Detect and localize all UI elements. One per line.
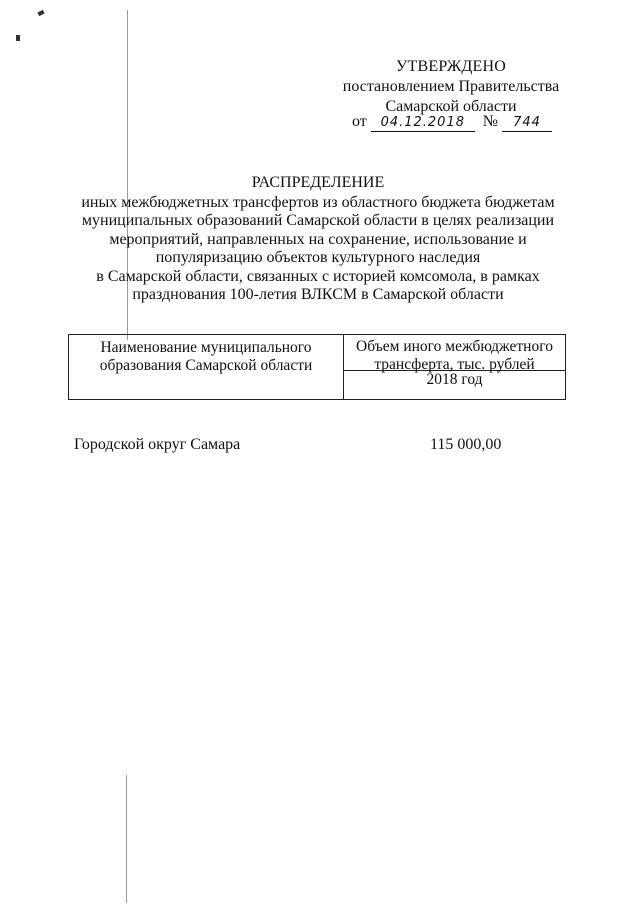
approval-line-1: постановлением Правительства — [342, 78, 560, 95]
column-header-amount: Объем иного межбюджетного трансферта, тыс. рублей — [344, 335, 565, 371]
number-prefix: № — [482, 113, 499, 130]
approval-line-2: Самарской области — [385, 98, 517, 115]
approval-block — [340, 57, 562, 117]
scan-speck — [37, 10, 44, 16]
title-line: иных межбюджетных трансфертов из областного бюджета бюджетам — [81, 193, 555, 211]
document-title — [78, 174, 558, 305]
title-heading: РАСПРЕДЕЛЕНИЕ — [251, 174, 385, 191]
handwritten-number: 744 — [502, 115, 552, 132]
column-subheader-year: 2018 год — [426, 371, 483, 388]
row-amount-value: 115 000,00 — [430, 436, 502, 453]
approval-heading: УТВЕРЖДЕНО — [395, 58, 506, 75]
row-municipality-name: Городской округ Самара — [74, 436, 241, 453]
title-line: празднования 100-летия ВЛКСМ в Самарской области — [132, 286, 504, 303]
title-line: в Самарской области, связанных с историей комсомола, в рамках — [96, 267, 540, 285]
title-line: муниципальных образований Самарской области в целях реализации — [81, 212, 555, 229]
approval-date-line — [352, 112, 552, 132]
scan-speck — [16, 35, 20, 41]
date-prefix: от — [352, 113, 367, 130]
title-line: мероприятий, направленных на сохранение, использование и — [109, 230, 527, 248]
handwritten-date: 04.12.2018 — [371, 115, 475, 132]
scan-fold-line — [126, 775, 127, 903]
column-header-municipality: Наименование муниципального образования Самарской области — [69, 335, 344, 399]
title-line: популяризацию объектов культурного наследия — [155, 249, 481, 266]
distribution-table-header — [68, 334, 566, 400]
